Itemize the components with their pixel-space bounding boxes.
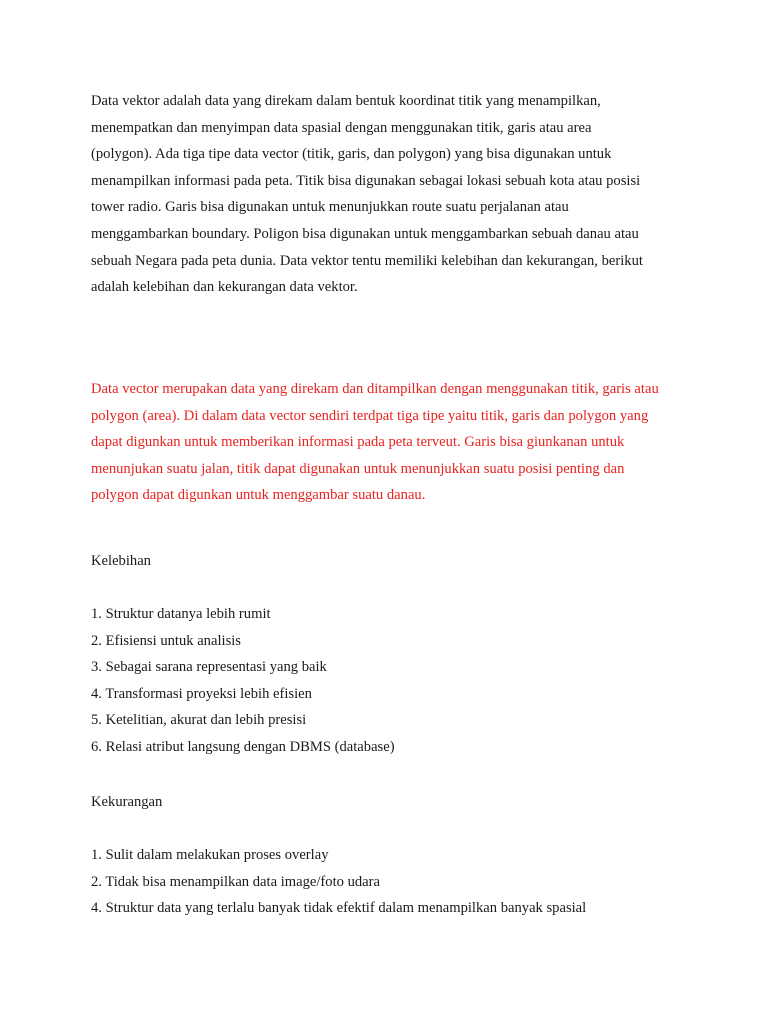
- list-item: 1. Struktur datanya lebih rumit: [91, 606, 271, 622]
- list-item: 2. Efisiensi untuk analisis: [91, 632, 241, 649]
- paragraph-line: menempatkan dan menyimpan data spasial dengan menggunakan titik, garis atau area: [91, 119, 592, 136]
- paragraph-line: polygon (area). Di dalam data vector sendiri terdpat tiga tipe yaitu titik, garis dan polygon yang: [91, 407, 649, 424]
- list-kekurangan: [91, 842, 586, 922]
- paragraph-line: menggambarkan boundary. Poligon bisa digunakan untuk menggambarkan sebuah danau atau: [91, 225, 639, 242]
- list-item: 4. Transformasi proyeksi lebih efisien: [91, 685, 312, 702]
- list-item: 6. Relasi atribut langsung dengan DBMS (database): [91, 738, 395, 755]
- list-item: 3. Sebagai sarana representasi yang baik: [91, 659, 327, 676]
- list-item: 2. Tidak bisa menampilkan data image/foto udara: [91, 873, 380, 890]
- paragraph-line: dapat digunkan untuk memberikan informasi pada peta terveut. Garis bisa giunkanan untuk: [91, 434, 625, 451]
- list-item: 4. Struktur data yang terlalu banyak tidak efektif dalam menampilkan banyak spasial: [91, 900, 587, 917]
- paragraph-line: menampilkan informasi pada peta. Titik bisa digunakan sebagai lokasi sebuah kota atau posisi: [91, 172, 641, 189]
- list-item: 5. Ketelitian, akurat dan lebih presisi: [91, 712, 307, 729]
- paragraph-vector-definition: [91, 88, 691, 301]
- paragraph-vector-summary: [91, 376, 691, 509]
- heading-kekurangan: Kekurangan: [91, 794, 163, 810]
- paragraph-line: tower radio. Garis bisa digunakan untuk menunjukkan route suatu perjalanan atau: [91, 199, 569, 216]
- paragraph-line: polygon dapat digunkan untuk menggambar suatu danau.: [91, 487, 426, 504]
- list-kelebihan: [91, 601, 395, 761]
- paragraph-line: Data vector merupakan data yang direkam dan ditampilkan dengan menggunakan titik, garis atau: [91, 381, 659, 397]
- heading-kelebihan: Kelebihan: [91, 553, 151, 569]
- paragraph-line: adalah kelebihan dan kekurangan data vektor.: [91, 279, 358, 296]
- paragraph-line: sebuah Negara pada peta dunia. Data vektor tentu memiliki kelebihan dan kekurangan, berikut: [91, 252, 643, 269]
- paragraph-line: (polygon). Ada tiga tipe data vector (titik, garis, dan polygon) yang bisa digunakan untuk: [91, 146, 612, 163]
- paragraph-line: Data vektor adalah data yang direkam dalam bentuk koordinat titik yang menampilkan,: [91, 93, 601, 109]
- list-item: 1. Sulit dalam melakukan proses overlay: [91, 847, 329, 863]
- paragraph-line: menunjukan suatu jalan, titik dapat digunakan untuk menunjukkan suatu posisi penting dan: [91, 460, 625, 477]
